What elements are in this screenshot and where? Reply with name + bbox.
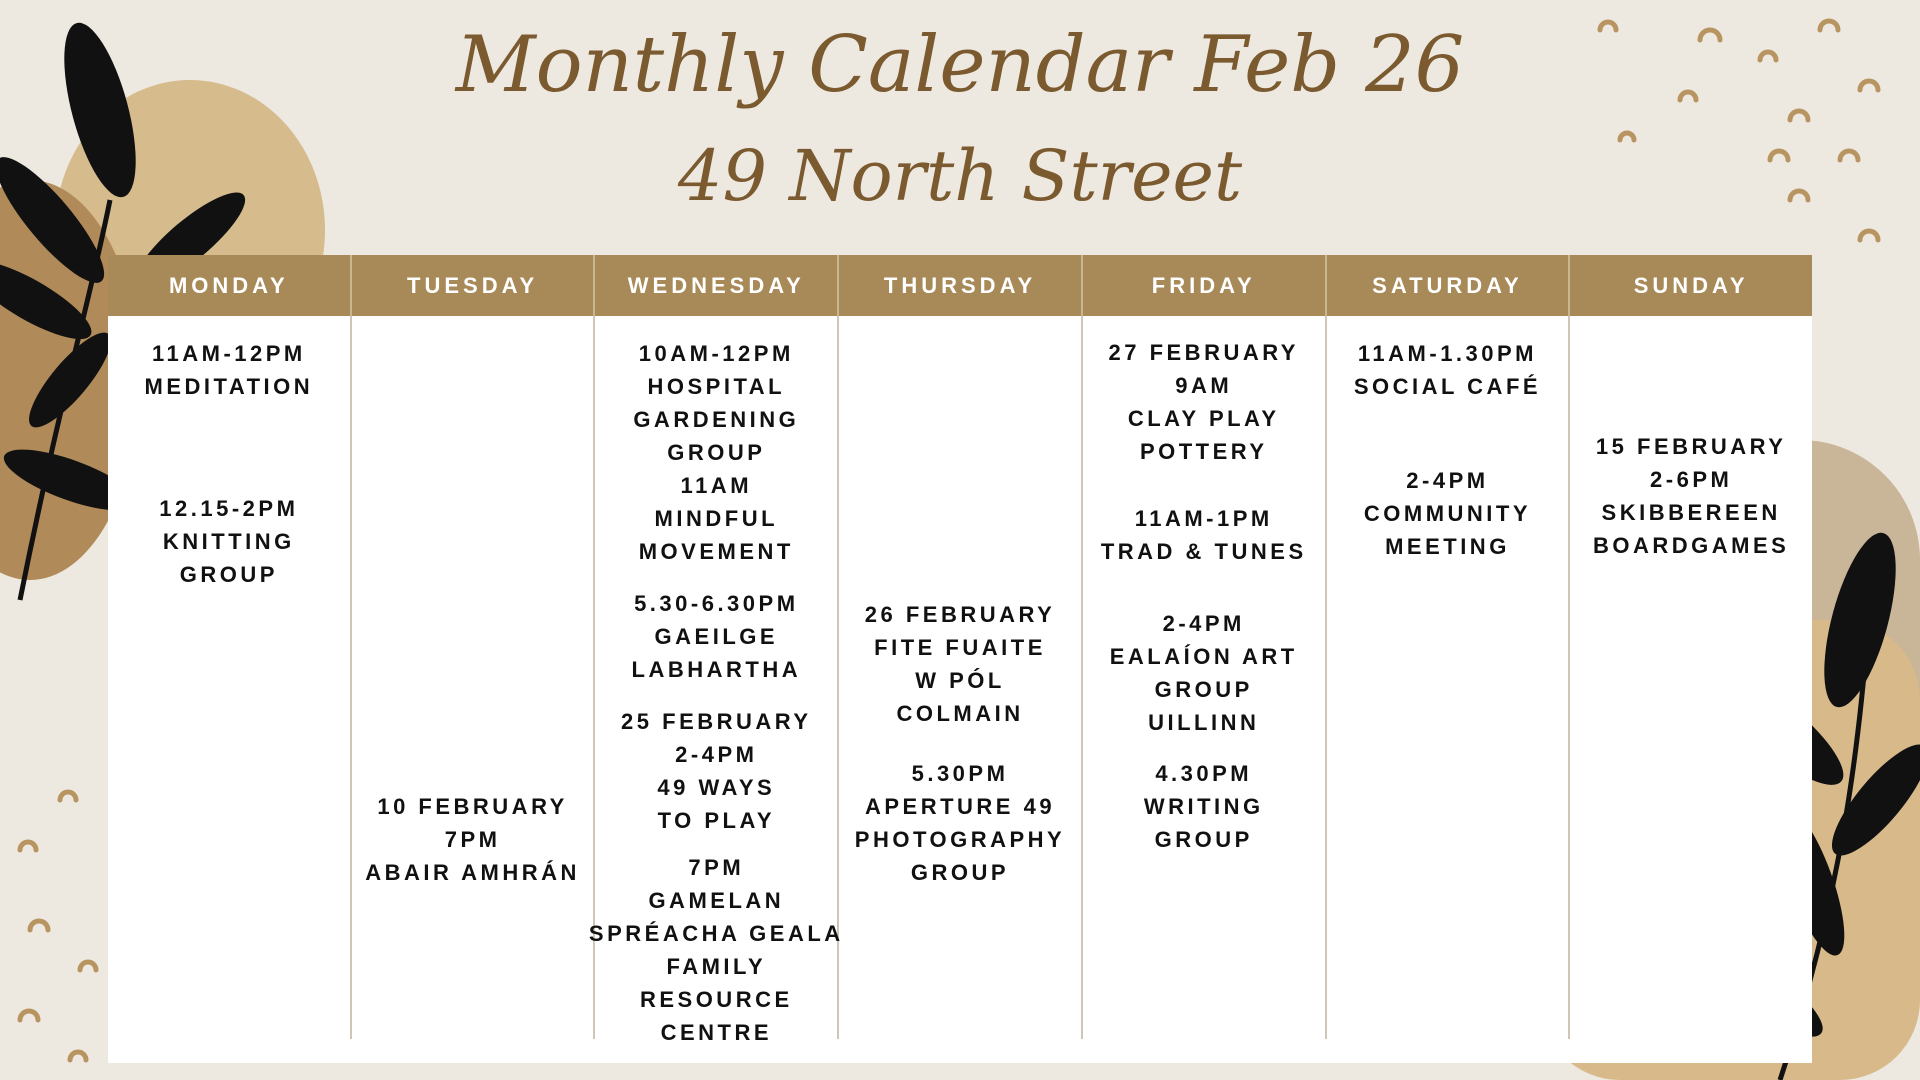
column-wednesday	[588, 316, 844, 1045]
header-tuesday: TUESDAY	[352, 255, 596, 316]
event: 10AM-12PM HOSPITAL GARDENING GROUP 11AM MINDFUL MOVEMENT	[633, 341, 800, 564]
page-title: Monthly Calendar Feb 26	[455, 20, 1465, 110]
column-thursday	[839, 316, 1083, 1039]
event: 10 FEBRUARY 7PM ABAIR AMHRÁN	[365, 794, 580, 885]
event: 2-4PM EALAÍON ART GROUP UILLINN	[1109, 611, 1298, 735]
header-friday: FRIDAY	[1083, 255, 1327, 316]
header-wednesday: WEDNESDAY	[595, 255, 839, 316]
calendar-header	[108, 255, 1812, 316]
event: 4.30PM WRITING GROUP	[1143, 761, 1264, 852]
event: 15 FEBRUARY 2-6PM SKIBBEREEN BOARDGAMES	[1593, 434, 1790, 558]
event: 25 FEBRUARY 2-4PM 49 WAYS TO PLAY	[621, 709, 812, 833]
column-sunday	[1570, 316, 1812, 1039]
header-sunday: SUNDAY	[1633, 272, 1749, 298]
event: 2-4PM COMMUNITY MEETING	[1363, 468, 1532, 559]
header-monday: MONDAY	[108, 255, 352, 316]
calendar-table	[108, 255, 1812, 1063]
page-subtitle: 49 North Street	[677, 135, 1243, 217]
column-tuesday	[352, 316, 596, 1039]
event: 27 FEBRUARY 9AM CLAY PLAY POTTERY	[1108, 340, 1299, 464]
header-saturday: SATURDAY	[1327, 255, 1571, 316]
header-thursday: THURSDAY	[839, 255, 1083, 316]
column-friday	[1083, 316, 1327, 1039]
event: 5.30PM APERTURE 49 PHOTOGRAPHY GROUP	[854, 761, 1066, 885]
event: 5.30-6.30PM GAEILGE LABHARTHA	[631, 591, 802, 682]
event: 26 FEBRUARY FITE FUAITE W PÓL COLMAIN	[864, 602, 1056, 726]
column-saturday	[1327, 316, 1571, 1039]
event: 12.15-2PM KNITTING GROUP	[159, 496, 299, 587]
event: 7PM GAMELAN SPRÉACHA GEALA FAMILY RESOURCE CENTRE	[588, 855, 844, 1045]
event: 11AM-1PM TRAD & TUNES	[1100, 506, 1307, 564]
event: 11AM-1.30PM SOCIAL CAFÉ	[1353, 341, 1542, 399]
column-monday	[108, 316, 352, 1039]
event: 11AM-12PM MEDITATION	[144, 341, 314, 399]
